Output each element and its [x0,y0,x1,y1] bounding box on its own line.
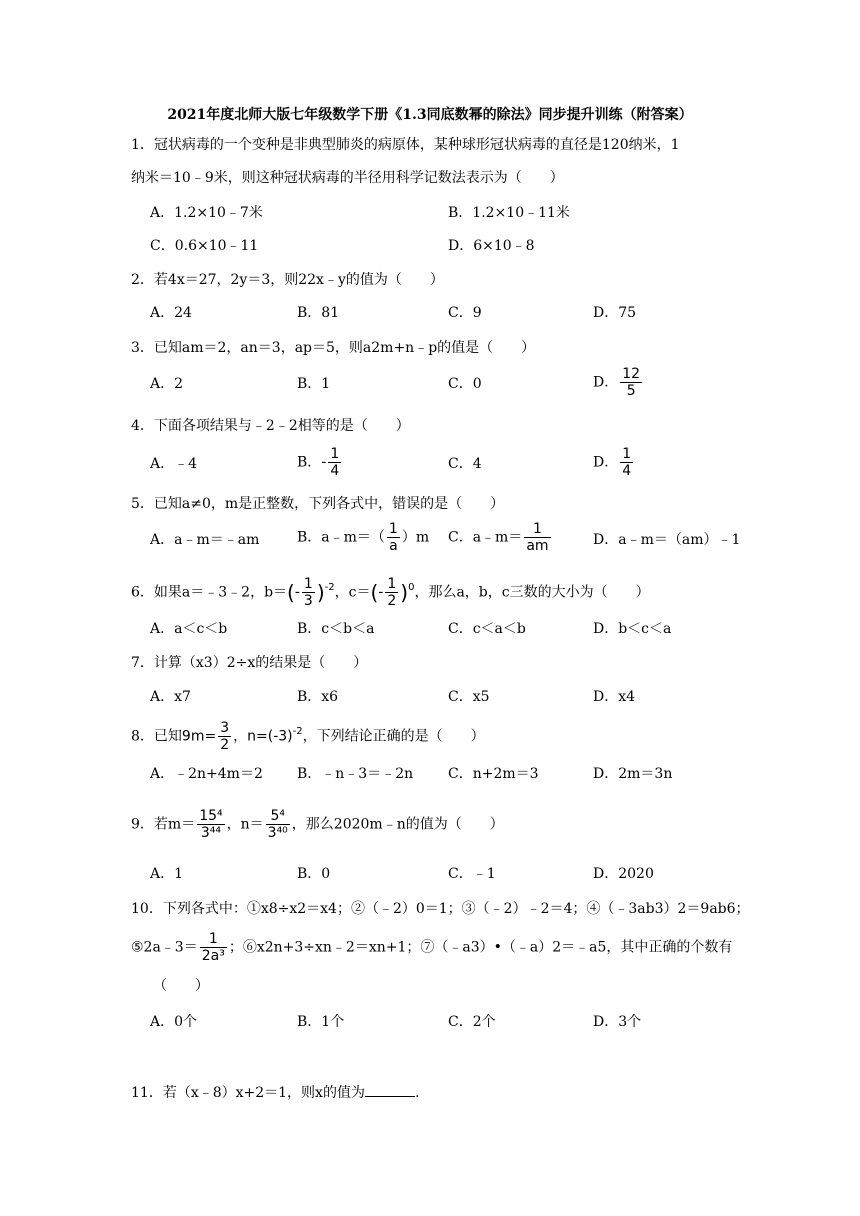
denominator: 2a³ [201,948,225,964]
denominator: 2 [220,737,230,753]
question-9-option-a: A．1 [150,866,184,882]
option-label: B．a﹣m＝（ [297,529,385,546]
question-8-option-b: B．﹣n﹣3＝﹣2n [297,766,414,782]
question-10-option-a: A．0个 [150,1014,198,1030]
question-5-option-b [297,521,429,554]
question-1-option-c: C．0.6×10﹣11 [150,238,259,254]
question-7-option-d: D．x4 [593,689,636,705]
fraction [385,576,398,609]
question-6-stem: 6．如果a＝﹣3﹣2，b＝(- $\frac{1}{3}$ )$^{-2}$，c＝(- $\frac{1}{2}$ )$^0$，那么a，b，c三数的大小为（ ） [131,576,650,609]
document-title: 2021年度北师大版七年级数学下册《1.3同底数幂的除法》同步提升训练（附答案） [167,107,693,123]
question-5-option-d: D．a﹣m＝（am）﹣1 [593,532,741,548]
numerator: 1 [330,446,340,462]
question-7-stem: 7．计算（x3）2÷x的结果是（ ） [131,655,368,671]
question-2-stem: 2．若4x＝27，2y＝3，则22x﹣y的值为（ ） [131,272,444,288]
exponent: -2 [324,581,335,593]
numerator: 5⁴ [266,808,290,825]
question-4-option-c: C．4 [448,456,482,472]
denominator: 4 [622,463,632,479]
numerator: 15⁴ [199,808,223,824]
stem-text: 11．若（x﹣8）x+2＝1，则x的值为 [131,1085,365,1101]
fraction [387,521,400,554]
stem-text: 8．已知 [131,728,182,745]
option-label: D． [593,454,619,471]
question-9-stem [131,808,504,841]
question-3-option-b: B．1 [297,376,331,392]
paren: ( [287,580,295,605]
equation: ，n=(-3) [233,728,293,745]
numerator: 1 [622,446,632,462]
question-4-option-d [593,446,635,479]
stem-text: ，n＝ [226,816,264,833]
question-9-option-d: D．2020 [593,866,654,882]
question-1-option-b: B．1.2×10﹣11米 [448,205,570,221]
option-label: C．a﹣m＝ [448,529,523,546]
question-10-line-3: （ ） [153,978,209,994]
denominator: 2 [387,593,397,609]
stem-text: ，c＝ [334,584,371,601]
question-1-option-d: D．6×10﹣8 [448,238,535,254]
question-7-option-b: B．x6 [297,689,339,705]
question-9-option-c: C．﹣1 [448,866,496,882]
question-5-stem: 5．已知a≠0，m是正整数，下列各式中，错误的是（ ） [131,496,505,512]
stem-text: ⑤2a﹣3＝ [131,939,198,956]
denominator: 5 [626,383,636,399]
numerator: 12 [622,366,641,382]
question-6-option-c: C．c＜a＜b [448,621,526,637]
fraction [197,808,224,841]
question-4-stem: 4．下面各项结果与﹣2﹣2相等的是（ ） [131,418,410,434]
minus-sign: - [321,454,327,471]
fraction [200,931,227,964]
fraction [266,808,290,841]
question-10-option-c: C．2个 [448,1014,496,1030]
stem-text: . [414,1085,420,1101]
fraction [218,720,231,753]
question-11-stem [131,1082,419,1103]
question-1-option-a: A．1.2×10﹣7米 [150,205,263,221]
question-2-option-b: B．81 [297,305,340,321]
fraction [328,446,341,479]
exponent: -2 [292,725,303,737]
question-8-option-d: D．2m＝3n [593,766,673,782]
question-3-option-d [593,366,644,399]
question-6-option-a: A．a＜c＜b [150,621,228,637]
option-label: D． [593,374,619,391]
numerator: 1 [524,521,550,538]
question-1-line-2: 纳米＝10﹣9米，则这种冠状病毒的半径用科学记数法表示为（ ） [131,170,564,186]
question-8-option-a: A．﹣2n+4m＝2 [150,766,263,782]
question-6-option-b: B．c＜b＜a [297,621,375,637]
question-5-option-a: A．a﹣m＝﹣am [150,532,260,548]
fraction [302,576,315,609]
option-suffix: ）m [401,529,430,546]
equation: 9m= [181,728,217,745]
denominator: a [389,538,398,554]
question-2-option-a: A．24 [150,305,192,321]
denominator: 3 [303,593,313,609]
question-10-option-d: D．3个 [593,1014,642,1030]
paren: ) [400,580,409,605]
fraction [620,446,633,479]
stem-text: ，那么2020m﹣n的值为（ ） [291,816,504,833]
paren: ( [370,580,379,605]
question-2-option-c: C．9 [448,305,482,321]
question-2-option-d: D．75 [593,305,637,321]
question-10-line-1: 10．下列各式中：①x8÷x2＝x4；②（﹣2）0＝1；③（﹣2）﹣2＝4；④（﹣3ab3）2＝9ab6； [131,901,750,917]
question-8-option-c: C．n+2m＝3 [448,766,539,782]
question-8-stem [131,720,485,753]
denominator: 3⁴⁰ [267,825,288,841]
paren: ) [316,580,325,605]
numerator: 3 [220,720,230,736]
question-3-option-c: C．0 [448,376,482,392]
question-7-option-c: C．x5 [448,689,490,705]
question-4-option-a: A．﹣4 [150,456,198,472]
numerator: 1 [387,576,397,592]
question-3-option-a: A．2 [150,376,184,392]
stem-text: ，下列结论正确的是（ ） [302,728,485,745]
question-4-option-b [297,446,343,479]
fraction [620,366,642,399]
question-1-line-1: 1．冠状病毒的一个变种是非典型肺炎的病原体，某种球形冠状病毒的直径是120纳米，1 [131,137,680,153]
numerator: 1 [388,521,398,537]
exponent: 0 [408,581,415,593]
stem-text: ；⑥x2n+3÷xn﹣2＝xn+1；⑦（﹣a3）•（﹣a）2＝﹣a5，其中正确的个数有 [228,939,733,956]
numerator: 1 [303,576,313,592]
denominator: 3⁴⁴ [200,825,221,841]
question-3-stem: 3．已知am＝2，an＝3，ap＝5，则a2m+n﹣p的值是（ ） [131,340,536,356]
fraction [524,521,550,554]
stem-text: 6．如果a＝﹣3﹣2，b＝ [131,584,288,601]
stem-text: ，那么a，b，c三数的大小为（ ） [414,584,650,601]
question-6-option-d: D．b＜c＜a [593,621,672,637]
option-label: B． [297,454,322,471]
denominator: 4 [330,463,340,479]
question-5-option-c [448,521,553,554]
stem-text: 9．若m＝ [131,816,196,833]
question-10-option-b: B．1个 [297,1014,345,1030]
question-7-option-a: A．x7 [150,689,191,705]
numerator: 1 [200,931,227,948]
question-10-line-2 [131,931,732,964]
question-9-option-b: B．0 [297,866,331,882]
denominator: am [526,538,549,554]
answer-blank[interactable] [365,1082,415,1097]
